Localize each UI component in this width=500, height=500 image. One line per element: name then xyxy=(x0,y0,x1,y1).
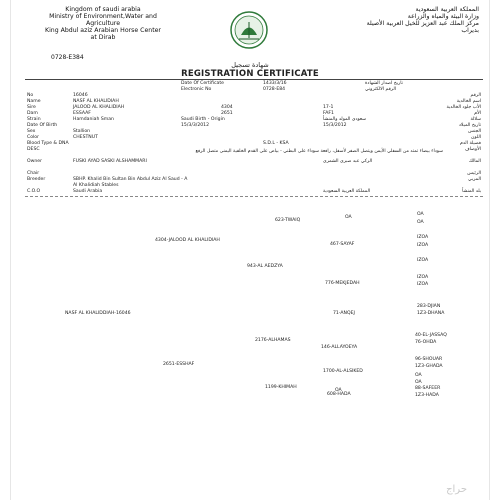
field-label-en: No xyxy=(27,93,34,98)
registration-fields xyxy=(25,80,483,194)
field-value-en: CHESTNUT xyxy=(73,135,98,140)
pedigree-entry: OA xyxy=(417,220,424,225)
field-value-en: JALOOD AL KHALIDIAH xyxy=(73,105,125,110)
field-value-en: ESSAAF xyxy=(73,111,91,116)
pedigree-entry: 1Z3-GHADA xyxy=(415,364,443,369)
description-text: سوداء بيضاء تمتد من السفلي الأيمن ويتصل الصفر لأسفل، رافعة سوداء على البطني - بياض على القدم الخلفية اليمنى متصل الرفع xyxy=(195,149,443,154)
pedigree-entry: OA xyxy=(415,373,422,378)
pedigree-entry: 71-ANQEJ xyxy=(333,311,355,316)
header-en-line: King Abdul aziz Arabian Horse Center xyxy=(45,27,161,34)
field-mid-value: Saudi Birth - Origin xyxy=(181,117,225,122)
description-arabic xyxy=(25,148,483,156)
field-label-ar: فصيلة الدم xyxy=(460,141,481,146)
field-row xyxy=(25,188,483,196)
field-mid-number: 2651 xyxy=(221,111,233,116)
pedigree-entry: 467-SAYAF xyxy=(330,242,355,247)
pedigree-entry: IZOA xyxy=(417,282,429,287)
pedigree-entry: OA xyxy=(335,388,342,393)
field-mid-value: 15/3/3/2012 xyxy=(181,123,210,128)
pedigree-entry: 2651-ESSHAF xyxy=(163,362,195,367)
field-mid-extra: 1433/3/16 xyxy=(263,81,287,86)
field-value-en: SBHP. Khalid Bin Sultan Bin Abdul Aziz Al Saud - A xyxy=(73,177,188,182)
fields-pedigree-divider xyxy=(25,196,483,197)
certificate-sheet xyxy=(10,0,490,500)
field-label-en: C.O.O xyxy=(27,189,41,194)
field-label-ar2: تاريخ اصدار الشهادة xyxy=(365,81,403,86)
field-label-en: Blood Type & DNA xyxy=(27,141,69,146)
pedigree-entry: IZOA xyxy=(417,275,429,280)
field-label-en: Color xyxy=(27,135,39,140)
pedigree-entry: 1Z3-DHANA xyxy=(417,311,445,316)
field-mid-value: Date Of Certificate xyxy=(181,81,224,86)
field-value-ar: FAF1 xyxy=(323,111,334,116)
field-value-en: NASF AL KHALIDIAH xyxy=(73,99,119,104)
pedigree-entry: 76-OHDA xyxy=(415,340,437,345)
pedigree-entry: 4304-JALOOD AL KHALIDIAH xyxy=(155,238,220,243)
field-value-en: 16046 xyxy=(73,93,88,98)
field-label-ar: المالك xyxy=(468,159,481,164)
field-label-ar: المربي xyxy=(468,177,481,182)
field-label-en: Chair xyxy=(27,171,40,176)
field-mid-extra: 0728-E84 xyxy=(263,87,286,92)
field-value-en: Stallion xyxy=(73,129,91,134)
field-label-en: Owner xyxy=(27,159,42,164)
field-label-ar: الأوصاف xyxy=(464,147,481,152)
field-label-ar: الرئيس xyxy=(467,171,481,176)
header-ar-line: المملكة العربية السعودية xyxy=(415,6,479,13)
field-label-ar: اللون xyxy=(471,135,481,140)
pedigree-entry: 40-EL-JASSAQ xyxy=(415,333,447,338)
field-mid-number: 4304 xyxy=(221,105,233,110)
pedigree-table xyxy=(25,200,483,500)
field-value-ar: سعودي المولد والمنشأ xyxy=(323,117,366,122)
header-ar-line: مركز الملك عبد العزيز للخيل العربية الأصيلة xyxy=(366,20,479,27)
pedigree-entry: 608-HADA xyxy=(327,392,351,397)
field-mid-extra: S.D.L - KSA xyxy=(263,141,289,146)
ministry-logo xyxy=(229,10,269,50)
field-label-ar: الرقم xyxy=(470,93,481,98)
pedigree-entry: 1700-AL-ALSIKED xyxy=(323,369,363,374)
header-en-line: Ministry of Environment,Water and xyxy=(49,13,157,20)
field-label-ar: الأب جلود الخالدية xyxy=(446,105,481,110)
header-english xyxy=(23,6,183,41)
title-english: REGISTRATION CERTIFICATE xyxy=(181,69,319,79)
pedigree-entry: 146-ALLAYOEYA xyxy=(321,345,358,350)
pedigree-entry: NASF AL KHALIDDIAH-16046 xyxy=(65,311,131,316)
field-label-ar: الجنس xyxy=(468,129,481,134)
field-mid-value: Electronic No xyxy=(181,87,212,92)
field-value-ar: 17-1 xyxy=(323,105,334,110)
certificate-number: 0728-E384 xyxy=(51,54,84,61)
watermark-logo xyxy=(411,480,469,496)
field-label-ar: سلالة xyxy=(470,117,481,122)
pedigree-entry: 283-DJIAN xyxy=(417,304,441,309)
pedigree-entry: OA xyxy=(417,212,424,217)
field-label-en: Name xyxy=(27,99,41,104)
field-label-ar: بلد المنشأ xyxy=(462,189,481,194)
title-arabic: شهادة تسجيل xyxy=(231,61,269,69)
pedigree-entry: 1199-KHIMAH xyxy=(265,385,297,390)
field-label-en: Strain xyxy=(27,117,41,122)
pedigree-entry: 1Z3-HADA xyxy=(415,393,439,398)
field-label-ar: اسم الخالدية xyxy=(456,99,481,104)
field-value-en: Al Khalidiah Stables xyxy=(73,183,119,188)
field-label-ar: تاريخ الميلاد xyxy=(458,123,481,128)
field-label-en: Dam xyxy=(27,111,38,116)
pedigree-entry: IZOA xyxy=(417,243,429,248)
field-label-en: Date Of Birth xyxy=(27,123,58,128)
field-value-en: Hamdaniah Sman xyxy=(73,117,114,122)
field-value-en: Saudi Arabia xyxy=(73,189,103,194)
pedigree-entry: OA xyxy=(415,380,422,385)
header-en-line: Kingdom of saudi arabia xyxy=(65,6,141,13)
pedigree-entry: 88-SAFEER xyxy=(415,386,441,391)
field-label-en: DESC xyxy=(27,147,40,152)
header-ar-line: وزارة البيئة والمياه والزراعة xyxy=(407,13,479,20)
header-ar-line: بديراب xyxy=(461,27,479,34)
field-value-en: FUSKI AYAD SASKI ALSHAMMARI xyxy=(73,159,147,164)
field-label-en: Sex xyxy=(27,129,36,134)
field-value-ar: الزكي عبد صبري الشمري xyxy=(323,159,373,164)
field-label-ar: الأم xyxy=(474,111,481,116)
pedigree-entry: OA xyxy=(345,215,352,220)
header-en-line: Agriculture xyxy=(85,20,121,27)
field-label-en: Sire xyxy=(27,105,36,110)
pedigree-entry: 943-AL AEDZYA xyxy=(247,264,283,269)
field-value-ar: المملكة العربية السعودية xyxy=(323,189,371,194)
svg-text:حراج: حراج xyxy=(446,484,467,495)
pedigree-entry: IZOA xyxy=(417,258,429,263)
field-label-ar2: الرقم الالكتروني xyxy=(365,87,397,92)
field-label-en: Breeder xyxy=(27,177,46,182)
header-arabic xyxy=(329,6,479,34)
header-en-line: at Dirab xyxy=(90,34,116,41)
pedigree-entry: IZOA xyxy=(417,235,429,240)
pedigree-entry: 2176-ALHAMAS xyxy=(255,338,291,343)
pedigree-entry: 776-MEKJEDAH xyxy=(325,281,360,286)
pedigree-entry: 623-TWAIQ xyxy=(275,218,301,223)
field-value-ar: 15/3/2012 xyxy=(323,123,347,128)
pedigree-entry: 96-SHOUAR xyxy=(415,357,443,362)
